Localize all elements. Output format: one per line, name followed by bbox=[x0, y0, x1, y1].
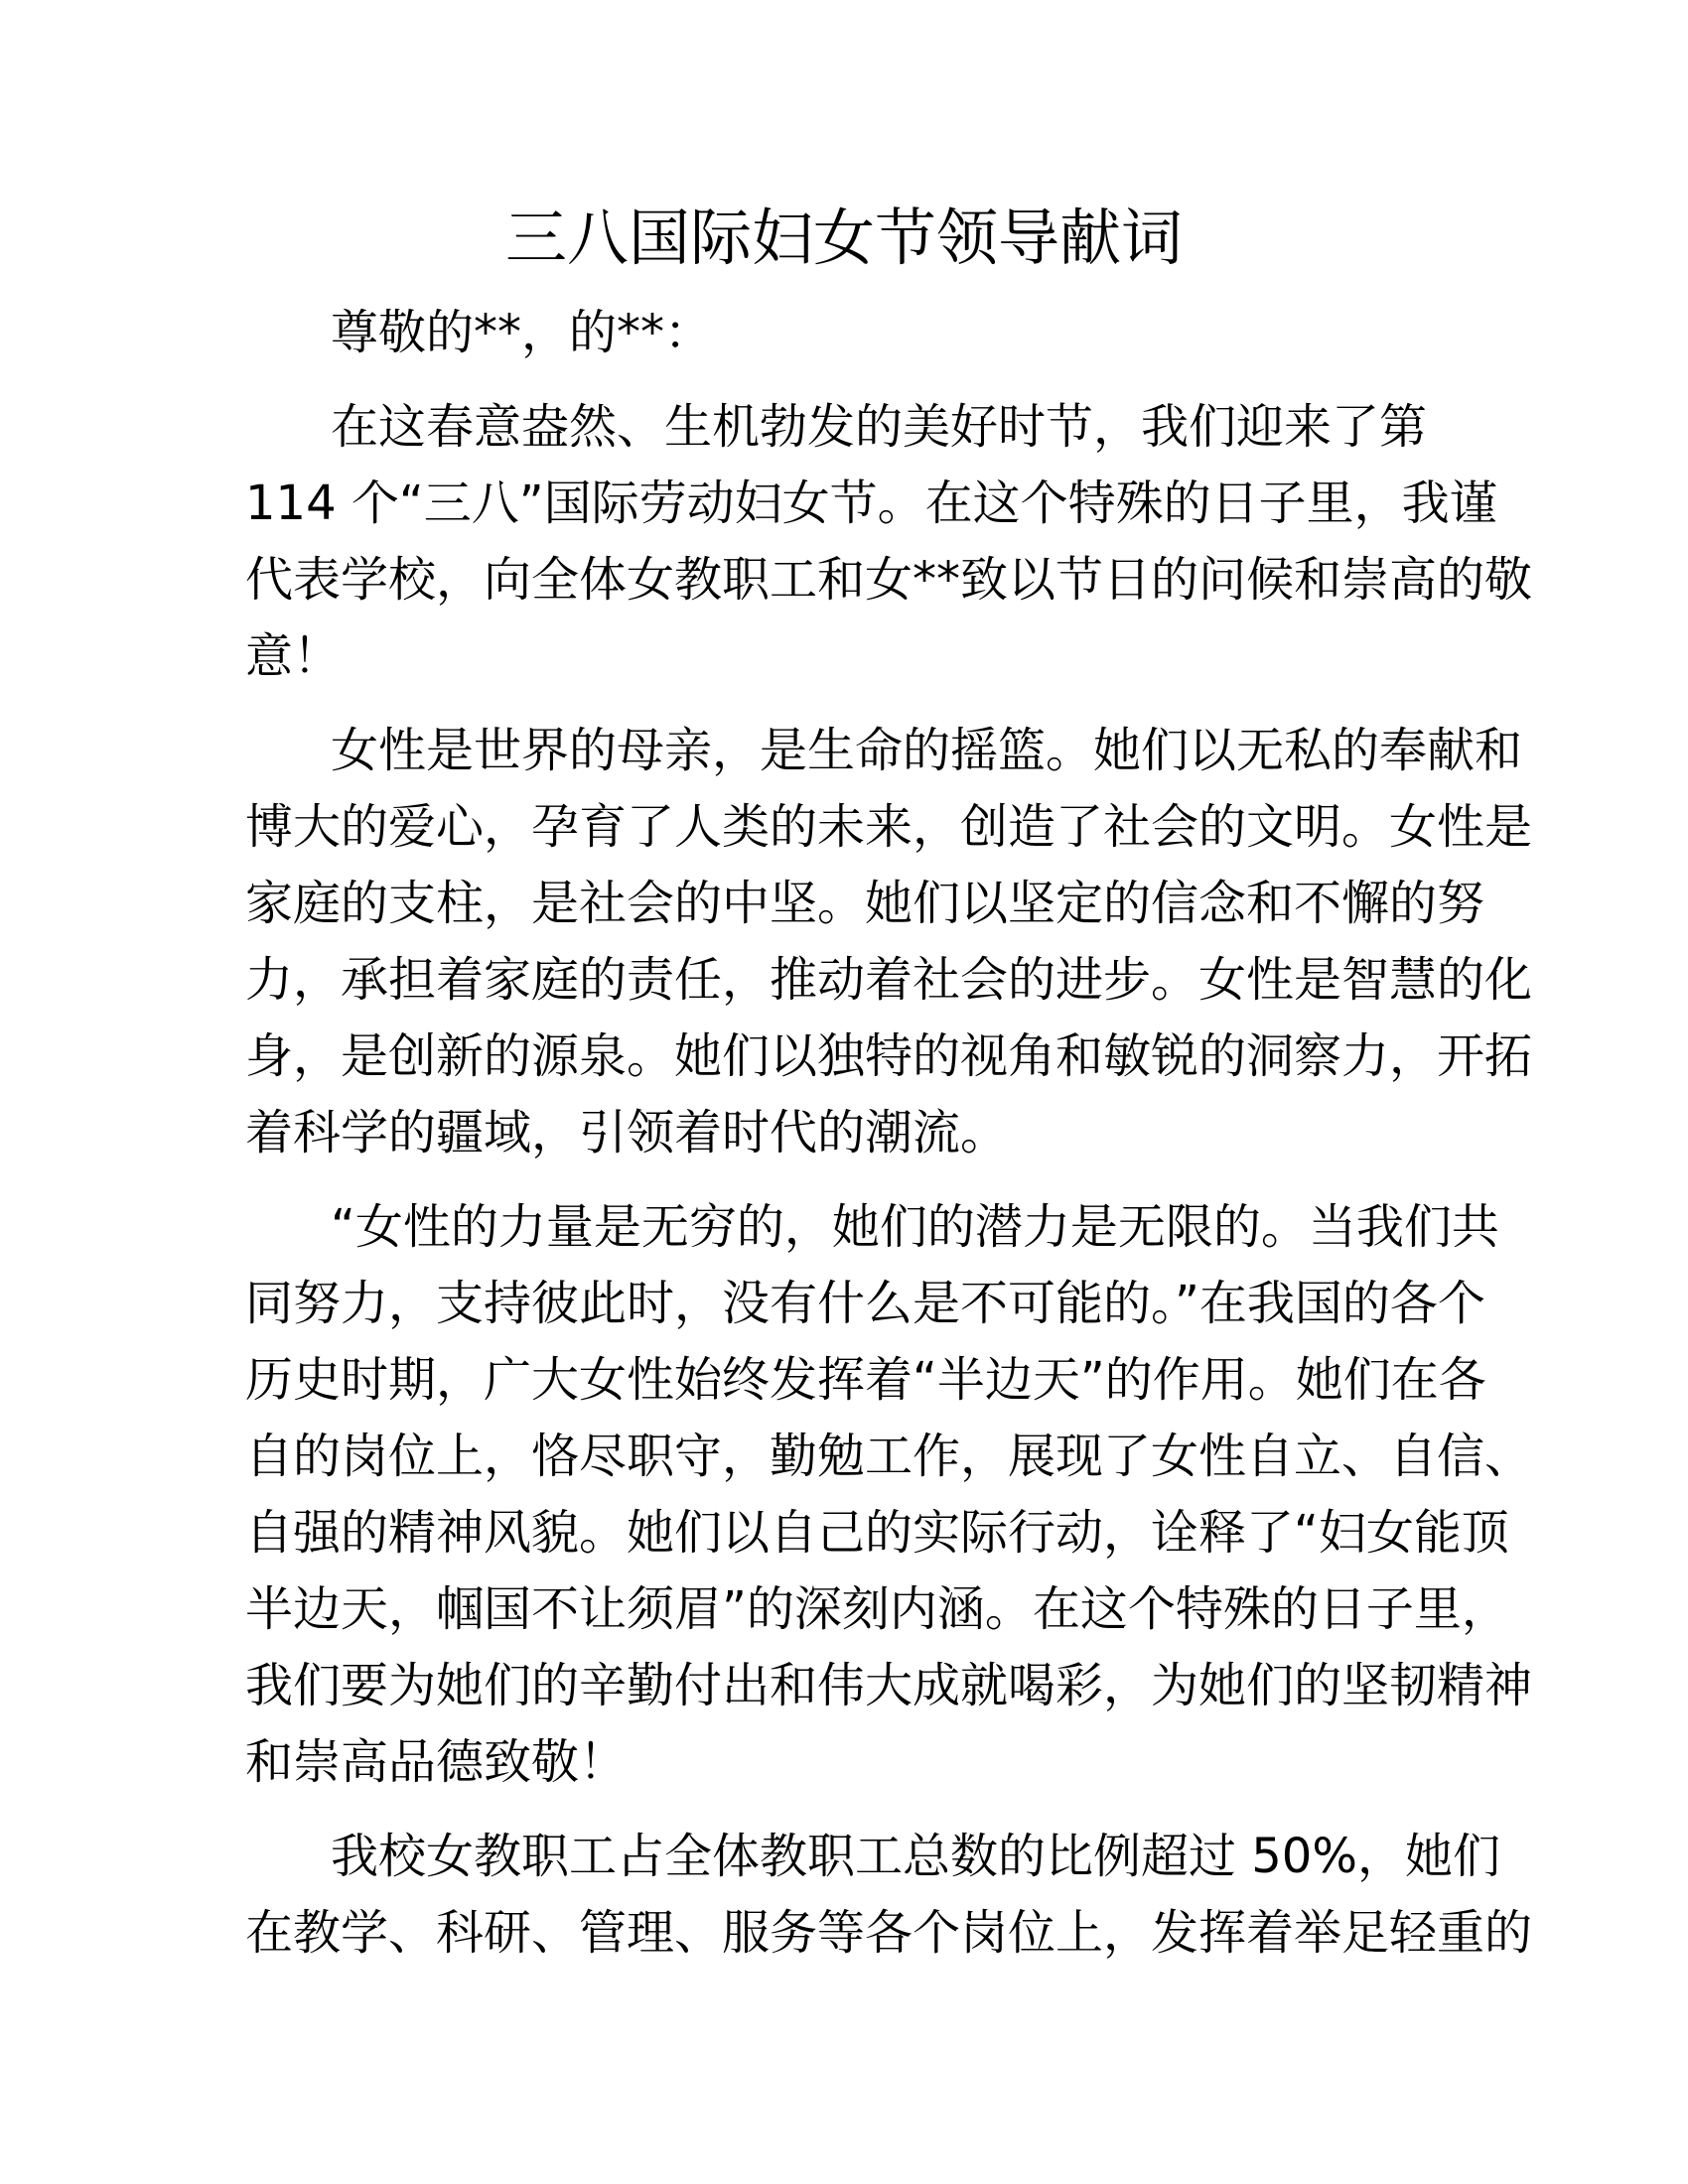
text-line: 自强的精神风貌。她们以自己的实际行动，诠释了“妇女能顶 bbox=[245, 1505, 1509, 1561]
document-body bbox=[245, 295, 1533, 1972]
document-title: 三八国际妇女节领导献词 bbox=[504, 202, 1183, 274]
paragraph bbox=[245, 389, 1533, 695]
text-line: 力，承担着家庭的责任，推动着社会的进步。女性是智慧的化 bbox=[245, 952, 1533, 1008]
paragraph bbox=[245, 713, 1533, 1171]
text-line: 意！ bbox=[245, 628, 342, 684]
text-line: 历史时期，广大女性始终发挥着“半边天”的作用。她们在各 bbox=[245, 1352, 1486, 1408]
text-line: 博大的爱心，孕育了人类的未来，创造了社会的文明。女性是 bbox=[245, 799, 1533, 855]
paragraph bbox=[245, 1189, 1533, 1801]
text-line: 着科学的疆域，引领着时代的潮流。 bbox=[245, 1105, 1009, 1160]
text-line: 在这春意盎然、生机勃发的美好时节，我们迎来了第 bbox=[331, 399, 1428, 455]
paragraph bbox=[245, 1819, 1533, 1972]
text-line: 女性是世界的母亲，是生命的摇篮。她们以无私的奉献和 bbox=[331, 723, 1523, 778]
text-line: 在教学、科研、管理、服务等各个岗位上，发挥着举足轻重的 bbox=[245, 1905, 1533, 1961]
paragraphs bbox=[245, 389, 1533, 1972]
text-line: 我们要为她们的辛勤付出和伟大成就喝彩，为她们的坚韧精神 bbox=[245, 1658, 1533, 1713]
text-line: 家庭的支柱，是社会的中坚。她们以坚定的信念和不懈的努 bbox=[245, 876, 1485, 931]
text-line: 代表学校，向全体女教职工和女**致以节日的问候和崇高的敬 bbox=[245, 552, 1533, 608]
salutation: 尊敬的**，的**： bbox=[331, 305, 713, 360]
text-line: 身，是创新的源泉。她们以独特的视角和敏锐的洞察力，开拓 bbox=[245, 1028, 1533, 1084]
text-line: 半边天，帼国不让须眉”的深刻内涵。在这个特殊的日子里， bbox=[245, 1581, 1509, 1637]
text-line: 自的岗位上，恪尽职守，勤勉工作，展现了女性自立、自信、 bbox=[245, 1429, 1533, 1484]
text-line: “女性的力量是无穷的，她们的潜力是无限的。当我们共 bbox=[331, 1199, 1499, 1255]
text-line: 和崇高品德致敬！ bbox=[245, 1734, 628, 1790]
text-line: 114 个“三八”国际劳动妇女节。在这个特殊的日子里，我谨 bbox=[245, 476, 1497, 531]
text-line: 同努力，支持彼此时，没有什么是不可能的。”在我国的各个 bbox=[245, 1276, 1485, 1331]
text-line: 我校女教职工占全体教职工总数的比例超过 50%，她们 bbox=[331, 1829, 1500, 1884]
